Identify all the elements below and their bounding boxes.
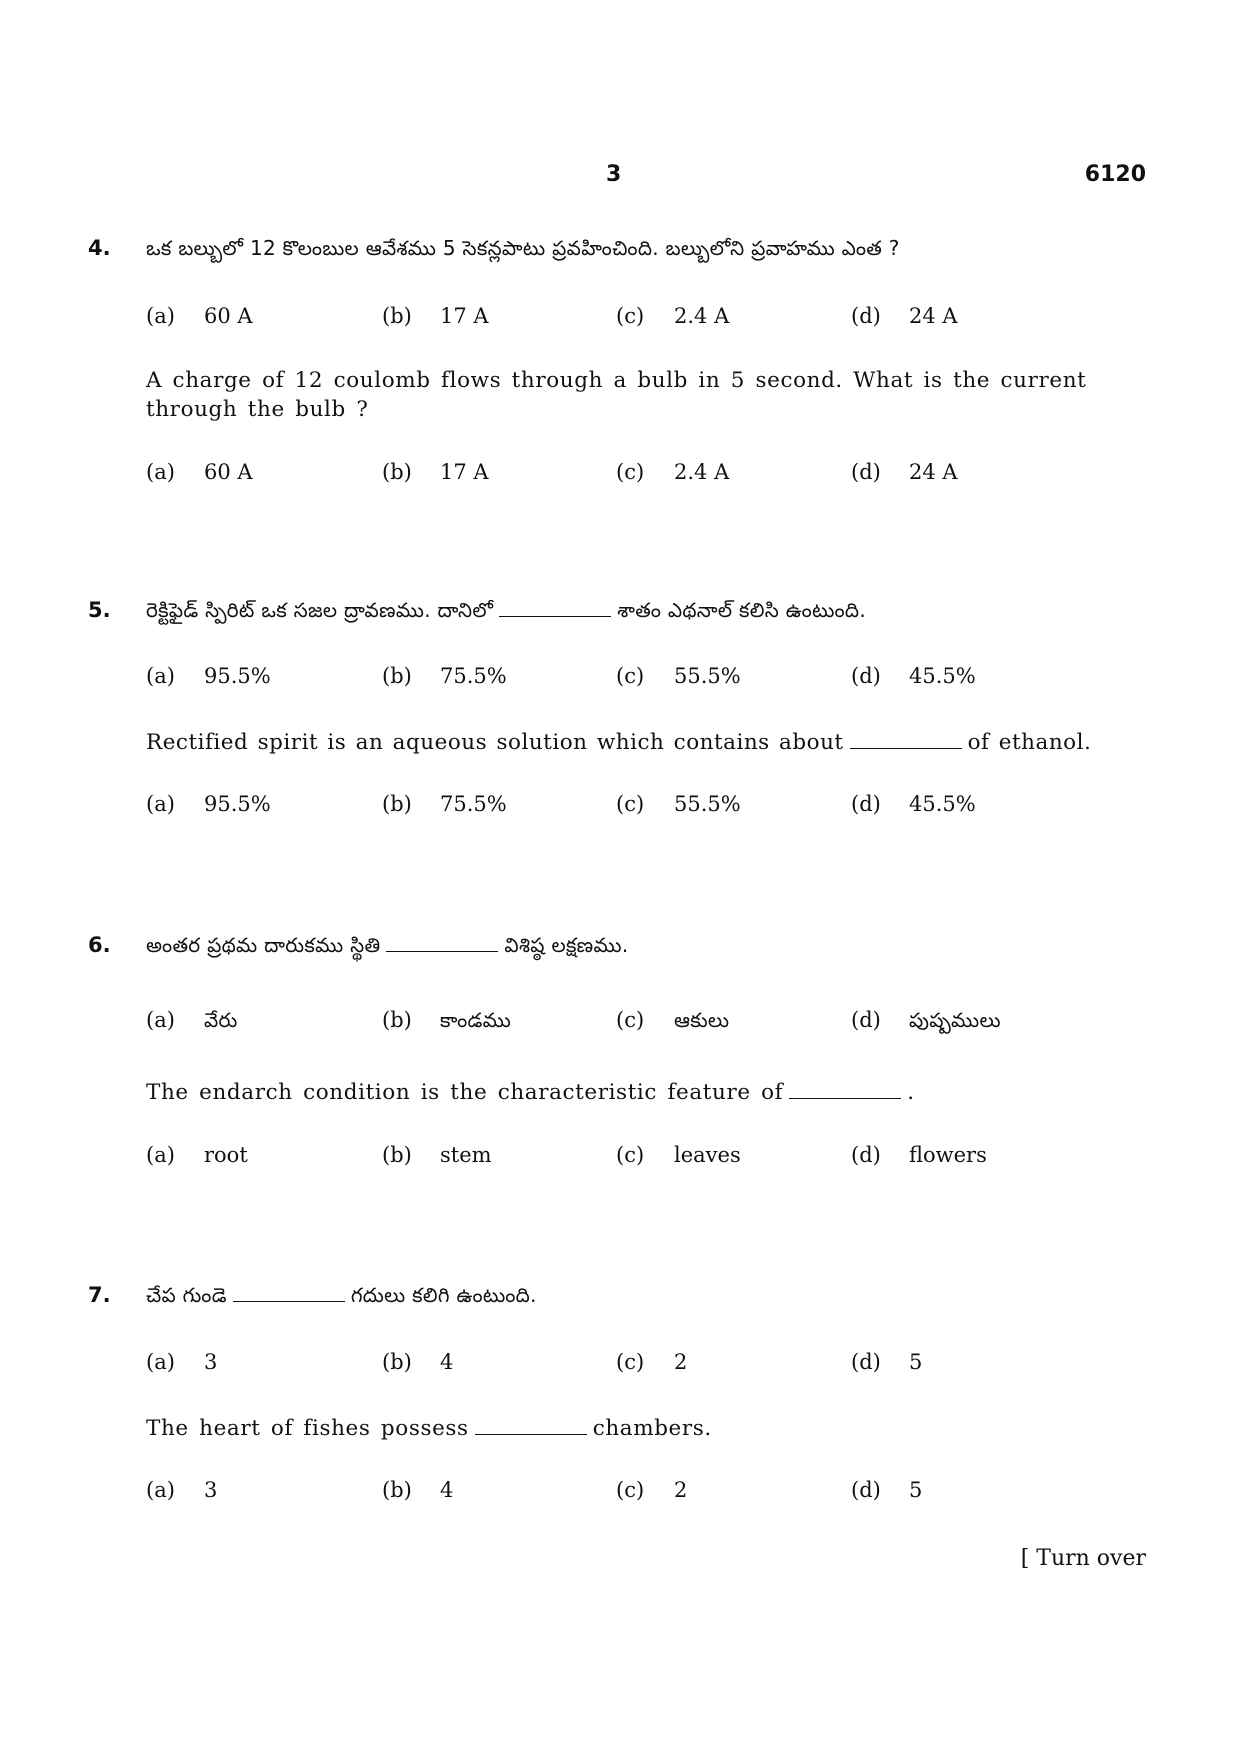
option-c: (c) 55.5% — [616, 664, 741, 688]
option-a: (a) 60 A — [146, 304, 253, 328]
option-d: (d) flowers — [851, 1143, 987, 1167]
answer-blank — [850, 728, 962, 749]
question-text-telugu: రెక్టిఫైడ్ స్పిరిట్ ఒక సజల ద్రావణము. దానిలో శాతం ఎథనాల్ కలిసి ఉంటుంది. — [146, 598, 866, 622]
page-number: 3 — [606, 162, 622, 187]
option-d: (d) 5 — [851, 1478, 923, 1502]
turn-over-note: [ Turn over — [1020, 1546, 1146, 1571]
question-text-english: The endarch condition is the characteristic feature of . — [146, 1080, 915, 1105]
option-b: (b) 17 A — [382, 304, 489, 328]
option-b: (b) కాండము — [382, 1008, 512, 1032]
paper-code: 6120 — [1084, 162, 1146, 187]
question-text-telugu: చేప గుండె గదులు కలిగి ఉంటుంది. — [146, 1283, 537, 1307]
option-c: (c) ఆకులు — [616, 1008, 730, 1032]
option-d: (d) 24 A — [851, 304, 958, 328]
answer-blank — [499, 596, 611, 617]
options-telugu — [146, 664, 1146, 696]
options-english — [146, 1478, 1146, 1510]
question-text-telugu: ఒక బల్బులో 12 కొలంబుల ఆవేశము 5 సెకన్లపాటు ప్రవహించింది. బల్బులోని ప్రవాహము ఎంత ? — [146, 236, 900, 260]
option-a: (a) వేరు — [146, 1008, 238, 1032]
question-number: 7. — [88, 1283, 111, 1307]
option-a: (a) 3 — [146, 1478, 218, 1502]
option-b: (b) 4 — [382, 1350, 454, 1374]
options-telugu — [146, 1008, 1146, 1040]
option-b: (b) 75.5% — [382, 792, 507, 816]
option-b: (b) stem — [382, 1143, 492, 1167]
option-c: (c) 55.5% — [616, 792, 741, 816]
options-telugu — [146, 304, 1146, 336]
option-a: (a) 95.5% — [146, 664, 271, 688]
option-b: (b) 17 A — [382, 460, 489, 484]
answer-blank — [233, 1281, 345, 1302]
options-english — [146, 1143, 1146, 1175]
option-c: (c) 2.4 A — [616, 460, 730, 484]
question-text-english: The heart of fishes possess chambers. — [146, 1416, 712, 1441]
option-b: (b) 4 — [382, 1478, 454, 1502]
question-text-english: A charge of 12 coulomb flows through a bulb in 5 second. What is the current through the bulb ? — [146, 368, 1087, 422]
option-d: (d) 45.5% — [851, 792, 976, 816]
option-a: (a) 3 — [146, 1350, 218, 1374]
page-header — [0, 162, 1240, 192]
options-english — [146, 460, 1146, 492]
question-text-english: Rectified spirit is an aqueous solution which contains about of ethanol. — [146, 730, 1092, 755]
option-d: (d) 45.5% — [851, 664, 976, 688]
option-a: (a) root — [146, 1143, 248, 1167]
question-number: 6. — [88, 933, 111, 957]
option-d: (d) పుష్పములు — [851, 1008, 1001, 1032]
option-c: (c) 2.4 A — [616, 304, 730, 328]
question-number: 4. — [88, 236, 111, 260]
question-number: 5. — [88, 598, 111, 622]
question-text-telugu: అంతర ప్రథమ దారుకము స్థితి విశిష్ఠ లక్షణము. — [146, 933, 629, 957]
option-a: (a) 95.5% — [146, 792, 271, 816]
option-c: (c) leaves — [616, 1143, 741, 1167]
answer-blank — [475, 1414, 587, 1435]
option-d: (d) 24 A — [851, 460, 958, 484]
option-c: (c) 2 — [616, 1478, 688, 1502]
option-c: (c) 2 — [616, 1350, 688, 1374]
options-telugu — [146, 1350, 1146, 1382]
option-a: (a) 60 A — [146, 460, 253, 484]
answer-blank — [789, 1078, 901, 1099]
option-b: (b) 75.5% — [382, 664, 507, 688]
option-d: (d) 5 — [851, 1350, 923, 1374]
answer-blank — [386, 931, 498, 952]
options-english — [146, 792, 1146, 824]
